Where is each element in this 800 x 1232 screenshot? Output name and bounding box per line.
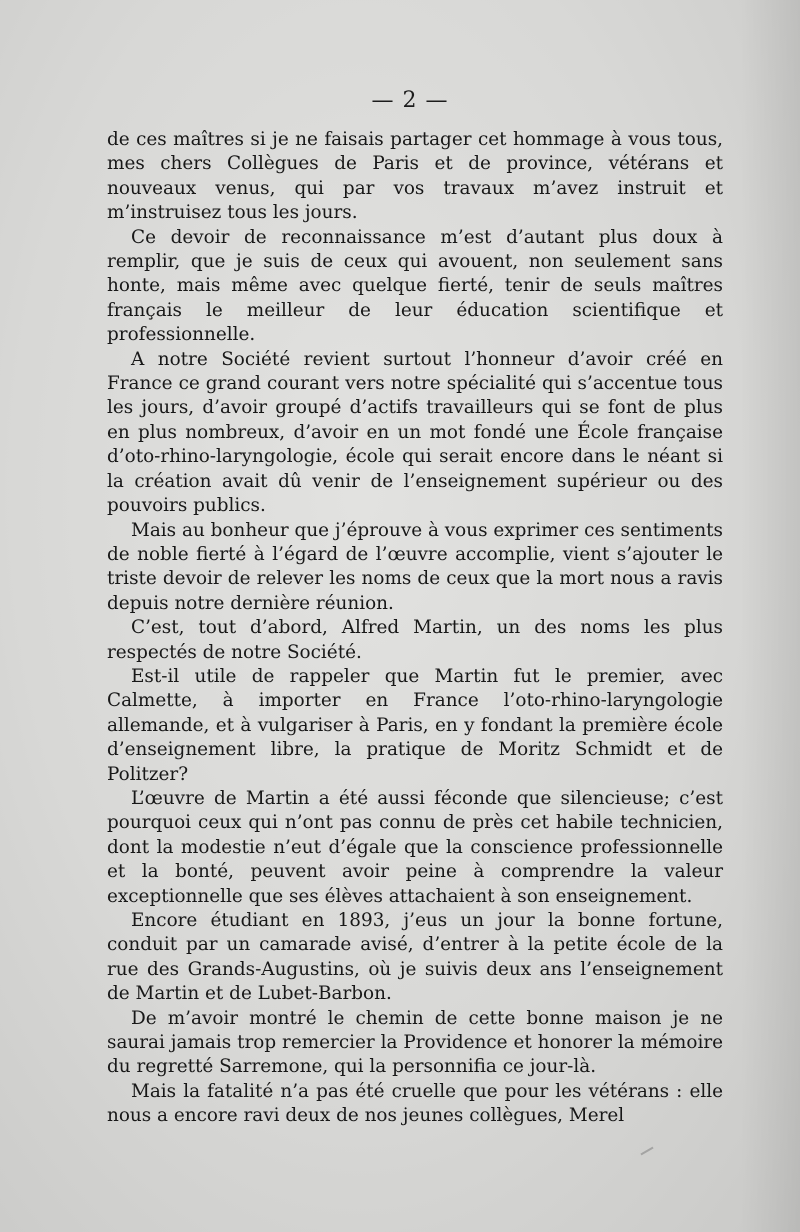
paragraph-9: De m’avoir montré le chemin de cette bonne maison je ne saurai jamais trop remercier la Providence et honorer la mémoire du regretté Sarremone, qui la personnifia ce jour-là. xyxy=(107,1007,723,1078)
paragraph-5: C’est, tout d’abord, Alfred Martin, un des noms les plus respectés de notre Société. xyxy=(107,617,723,663)
page-number: — 2 — xyxy=(371,88,449,113)
paragraph-6: Est-il utile de rappeler que Martin fut le premier, avec Calmette, à importer en France l’oto-rhino-laryngologie allemande, et à vulgariser à Paris, en y fondant la première école d’enseignement libre, la pratique de Moritz Schmidt et de Politzer? xyxy=(107,665,723,785)
paper-speck xyxy=(640,1147,653,1156)
paragraph-7: L’œuvre de Martin a été aussi féconde que silencieuse; c’est pourquoi ceux qui n’ont pas connu de près cet habile technicien, dont la modestie n’eut d’égale que la conscience professionnelle et la bonté, peuvent avoir peine à comprendre la valeur exceptionnelle que ses élèves attachaient à son enseignement. xyxy=(107,787,723,907)
paragraph-8: Encore étudiant en 1893, j’eus un jour la bonne fortune, conduit par un camarade avisé, d’entrer à la petite école de la rue des Grands-Augustins, où je suivis deux ans l’enseignement de Martin et de Lubet-Barbon. xyxy=(107,910,723,1005)
paragraph-3: A notre Société revient surtout l’honneur d’avoir créé en France ce grand courant vers notre spécialité qui s’accentue tous les jours, d’avoir groupé d’actifs travailleurs qui se font de plus en plus nombreux, d’avoir en un mot fondé une École française d’oto-rhino-laryngologie, école qui serait encore dans le néant si la création avait dû venir de l’enseignement supérieur ou des pouvoirs publics. xyxy=(107,348,723,517)
paragraph-4: Mais au bonheur que j’éprouve à vous exprimer ces sentiments de noble fierté à l’égard de l’œuvre accomplie, vient s’ajouter le triste devoir de relever les noms de ceux que la mort nous a ravis depuis notre dernière réunion. xyxy=(107,519,723,614)
paragraph-2: Ce devoir de reconnaissance m’est d’autant plus doux à remplir, que je suis de ceux qui avouent, non seulement sans honte, mais même avec quelque fierté, tenir de seuls maîtres français le meilleur de leur éducation scientifique et professionnelle. xyxy=(107,226,723,346)
paragraph-10: Mais la fatalité n’a pas été cruelle que pour les vétérans : elle nous a encore ravi deux de nos jeunes collègues, Merel xyxy=(107,1080,723,1127)
page-edge-shadow xyxy=(740,0,800,1232)
paragraph-1: de ces maîtres si je ne faisais partager cet hommage à vous tous, mes chers Collègues de Paris et de province, vétérans et nouveaux venus, qui par vos travaux m’avez instruit et m’instruisez tous les jours. xyxy=(107,129,723,224)
body-text xyxy=(107,128,723,1129)
